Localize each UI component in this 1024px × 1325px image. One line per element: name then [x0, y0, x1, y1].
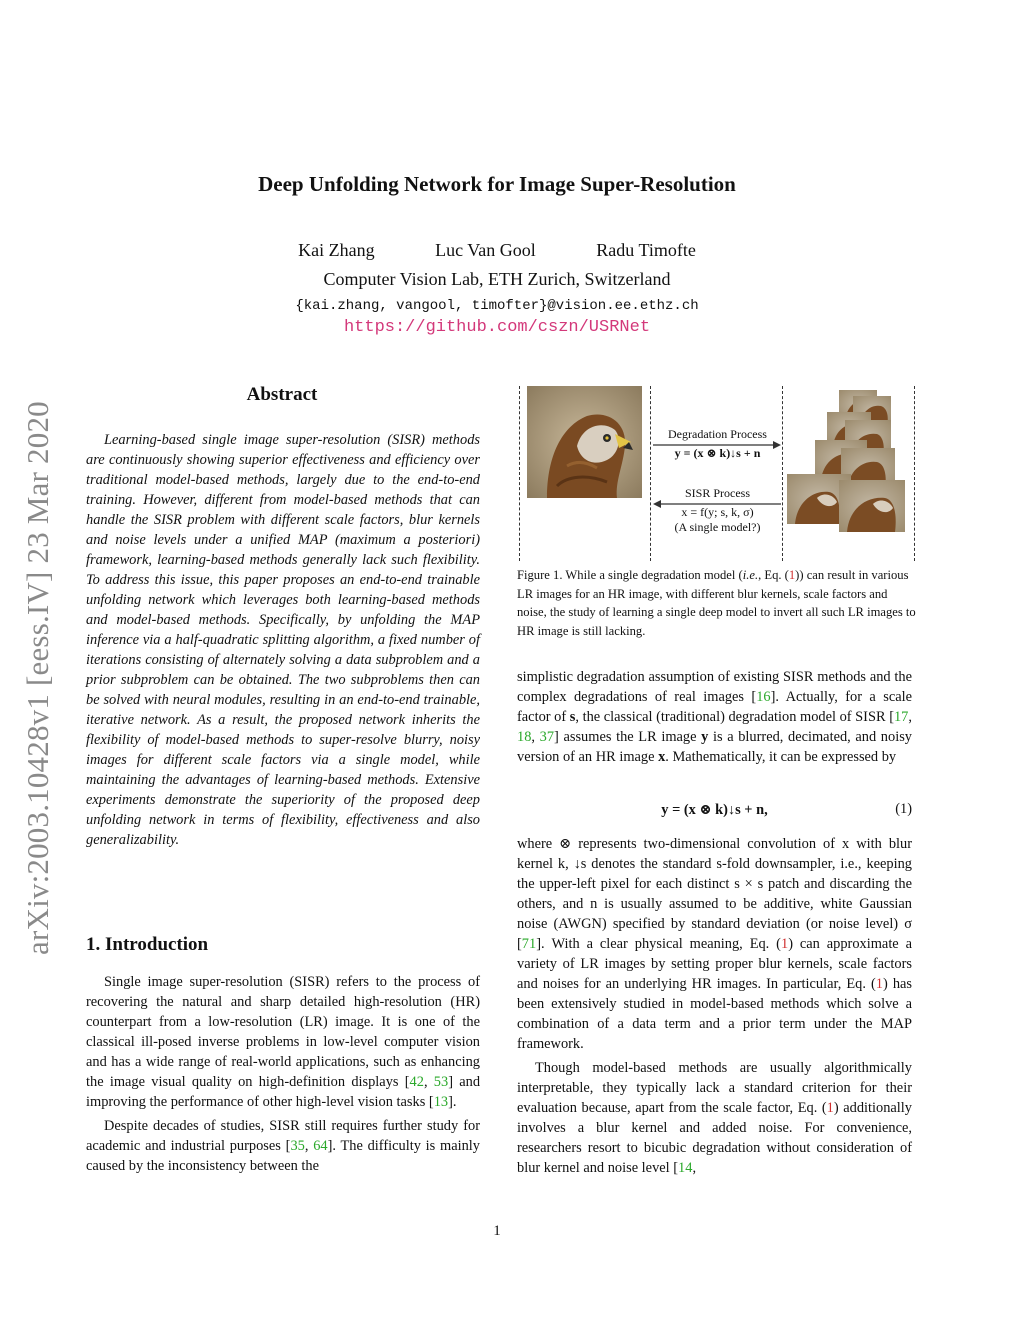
- equation-ref-link[interactable]: 1: [780, 936, 789, 952]
- intro-column: [86, 972, 480, 1180]
- citation-link[interactable]: 17: [893, 709, 909, 725]
- right-column-top: [517, 667, 912, 771]
- dashed-divider: [914, 386, 915, 561]
- citation-link[interactable]: 71: [521, 936, 537, 952]
- right-paragraph-1: simplistic degradation assumption of existing SISR methods and the complex degradations of real images [16]. Actually, for a scale factor of s, the classical (traditional) degradation model of SISR [17, 18, 37] assumes the LR image y is a blurred, decimated, and noisy version of an HR image x. Mathematically, it can be expressed by: [517, 669, 912, 765]
- citation-link[interactable]: 37: [539, 729, 555, 745]
- arxiv-stamp: arXiv:2003.10428v1 [eess.IV] 23 Mar 2020: [20, 401, 55, 955]
- email: {kai.zhang, vangool, timofter}@vision.ee.ethz.ch: [295, 298, 699, 314]
- equation-1: [517, 801, 912, 823]
- intro-paragraph-1: Single image super-resolution (SISR) refers to the process of recovering the natural and sharp detailed high-resolution (HR) counterpart from a low-resolution (LR) image. It is one of the classical ill-posed inverse problems in low-level computer vision and has a wide range of real-world applications, such as enhancing the image visual quality on high-definition displays [42, 53] and improving the performance of other high-level vision tasks [13].: [86, 974, 481, 1110]
- equation-number: (1): [895, 801, 912, 817]
- dashed-divider: [519, 386, 520, 561]
- abstract-heading: Abstract: [246, 384, 318, 405]
- hr-eagle-image: [527, 386, 642, 498]
- author-1: Kai Zhang: [298, 240, 375, 260]
- abstract-text: Learning-based single image super-resolution (SISR) methods are continuously showing superior effectiveness and efficiency over traditional model-based methods, largely due to the end-to-end training. However, different from model-based methods that can handle the SISR problem with different scale factors, blur kernels and noise levels under a unified MAP (maximum a posteriori) framework, learning-based methods generally lack such flexibility. To address this issue, this paper proposes an end-to-end trainable unfolding network which leverages both learning-based methods and model-based methods. Specifically, by unfolding the MAP inference via a half-quadratic splitting algorithm, a fixed number of iterations consisting of alternately solving a data subproblem and a prior subproblem can be obtained. The two subproblems then can be solved with neural modules, resulting in an end-to-end trainable, iterative network. As a result, the proposed network inherits the flexibility of model-based methods to super-resolve blurry, noisy images for different scale factors via a single model, while maintaining the advantages of learning-based methods. Extensive experiments demonstrate the superiority of the proposed deep unfolding network in terms of flexibility, effectiveness and also generalizability.: [86, 432, 480, 848]
- citation-link[interactable]: 42: [409, 1074, 424, 1090]
- github-link[interactable]: https://github.com/cszn/USRNet: [343, 318, 651, 337]
- right-paragraph-3: Though model-based methods are usually algorithmically interpretable, they typically lack a standard criterion for their evaluation because, apart from the scale factor, Eq. (1) additionally involves a blur kernel and added noise. For convenience, researchers resort to bicubic degradation without consideration of blur kernel and noise level [14,: [517, 1060, 912, 1176]
- equation-ref-link[interactable]: 1: [826, 1100, 834, 1116]
- equation-ref-link[interactable]: 1: [875, 976, 883, 992]
- lr-images-stack: [787, 386, 909, 556]
- citation-link[interactable]: 13: [433, 1094, 449, 1110]
- intro-heading: 1. Introduction: [86, 934, 209, 955]
- figure-1: [517, 386, 917, 561]
- equation-body: y = (x ⊗ k)↓s + n,: [661, 802, 768, 818]
- degradation-equation: y = (x ⊗ k)↓s + n: [674, 446, 761, 460]
- paper-title: Deep Unfolding Network for Image Super-Resolution: [258, 172, 736, 196]
- citation-link[interactable]: 16: [756, 689, 771, 705]
- degradation-label: Degradation Process: [668, 427, 767, 441]
- citation-link[interactable]: 53: [433, 1074, 449, 1090]
- right-column-bottom: [517, 834, 912, 1182]
- author-list: [0, 240, 994, 261]
- citation-link[interactable]: 18: [517, 729, 532, 745]
- figure-caption: Figure 1. While a single degradation model (i.e., Eq. (1)) can result in various LR images for an HR image, with different blur kernels, scale factors and noise, the study of learning a single deep model to invert all such LR images to HR image is still lacking.: [517, 568, 916, 638]
- page-number: 1: [493, 1223, 501, 1239]
- sisr-label: SISR Process: [684, 486, 750, 500]
- author-3: Radu Timofte: [596, 240, 696, 260]
- right-paragraph-2: where ⊗ represents two-dimensional convolution of x with blur kernel k, ↓s denotes the standard s-fold downsampler, i.e., keeping the upper-left pixel for each distinct s × s patch and discarding the others, and n is usually assumed to be additive, white Gaussian noise (AWGN) specified by standard deviation (or noise level) σ [71]. With a clear physical meaning, Eq. (1) can approximate a variety of LR images by setting proper blur kernels, scale factors and noises for an underlying HR images. In particular, Eq. (1) has been extensively studied in model-based methods which solve a combination of a data term and a prior term under the MAP framework.: [517, 836, 913, 1052]
- citation-link[interactable]: 35: [290, 1138, 305, 1154]
- affiliation: Computer Vision Lab, ETH Zurich, Switzerland: [323, 269, 671, 289]
- author-2: Luc Van Gool: [435, 240, 536, 260]
- sisr-equation: x = f(y; s, k, σ): [681, 505, 754, 519]
- equation-ref-link[interactable]: 1: [788, 568, 796, 582]
- citation-link[interactable]: 64: [313, 1138, 328, 1154]
- citation-link[interactable]: 14: [678, 1160, 693, 1176]
- sisr-note: (A single model?): [674, 520, 761, 534]
- intro-paragraph-2: Despite decades of studies, SISR still requires further study for academic and industrial purposes [35, 64]. The difficulty is mainly caused by the inconsistency between the: [86, 1118, 480, 1174]
